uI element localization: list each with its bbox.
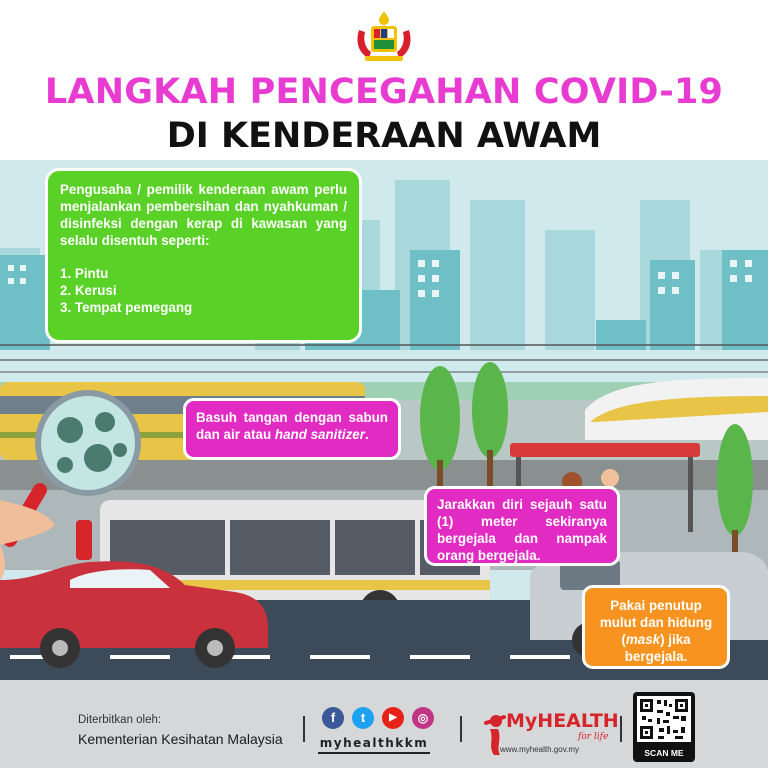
mask-advice-box <box>582 585 730 669</box>
handwash-text: Basuh tangan dengan sabun dan air atau <box>196 410 388 442</box>
footer-divider <box>303 716 305 742</box>
page-title-line-1: LANGKAH PENCEGAHAN COVID-19 <box>44 72 724 112</box>
cleaning-item: 2. Kerusi <box>60 283 117 298</box>
social-handle-underline <box>318 752 430 754</box>
myhealth-logo-text: MyHEALTH <box>506 710 619 732</box>
publisher-name: Kementerian Kesihatan Malaysia <box>78 731 283 747</box>
handwash-advice-box <box>183 398 401 460</box>
mask-italic: mask <box>625 632 661 647</box>
distance-text: Jarakkan diri sejauh satu (1) meter sekiranya bergejala dan nampak orang bergejala. <box>437 497 607 563</box>
malaysia-coat-of-arms-icon <box>351 8 417 64</box>
cleaning-item: 1. Pintu <box>60 266 109 281</box>
myhealth-tagline: for life <box>578 732 609 742</box>
instagram-icon[interactable]: ◎ <box>412 707 434 729</box>
footer-divider <box>620 716 622 742</box>
social-handle[interactable]: myhealthkkm <box>319 736 429 750</box>
published-by-label: Diterbitkan oleh: <box>78 714 162 726</box>
footer-divider <box>460 716 462 742</box>
twitter-icon[interactable]: t <box>352 707 374 729</box>
mask-text-after: ) jika bergejala. <box>624 632 691 664</box>
mask-text-before: Pakai penutup mulut dan hidung ( <box>599 598 713 647</box>
myhealth-url[interactable]: www.myhealth.gov.my <box>500 745 579 754</box>
social-icons <box>322 707 440 733</box>
distance-advice-box <box>424 486 620 566</box>
handwash-end: . <box>364 427 369 442</box>
cleaning-item: 3. Tempat pemegang <box>60 300 193 315</box>
cleaning-list <box>60 265 347 316</box>
cleaning-advice-box <box>45 168 362 343</box>
handwash-italic: hand sanitizer <box>274 427 365 442</box>
youtube-icon[interactable]: ▶ <box>382 707 404 729</box>
facebook-icon[interactable]: f <box>322 707 344 729</box>
page-title-line-2: DI KENDERAAN AWAM <box>166 116 602 156</box>
cleaning-advice-text: Pengusaha / pemilik kenderaan awam perlu menjalankan pembersihan dan nyahkuman / disinfeksi dengan kerap di kawasan yang selalu disentuh seperti: <box>60 182 347 248</box>
scan-me-label: SCAN ME <box>644 748 684 758</box>
